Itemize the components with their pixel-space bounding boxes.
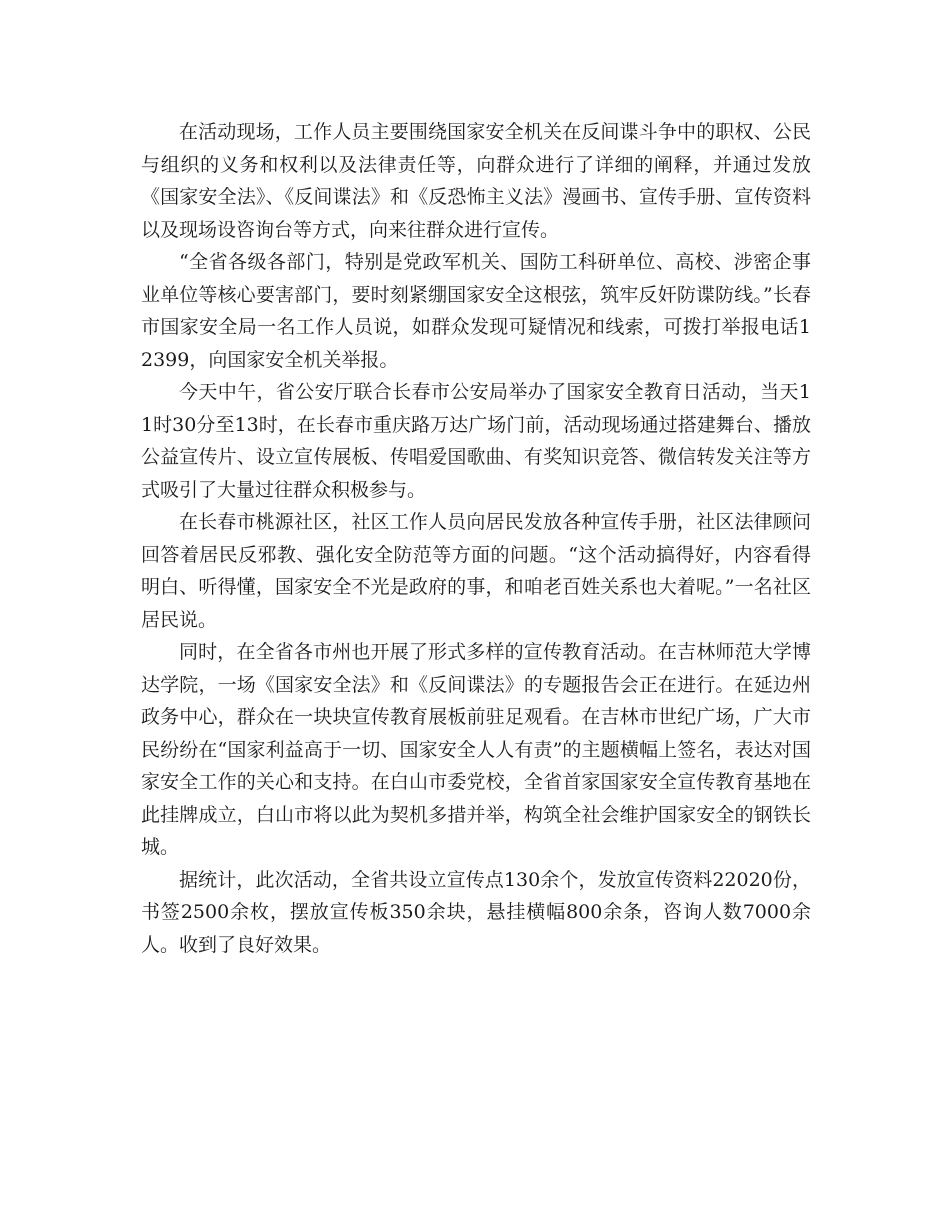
document-body bbox=[141, 116, 811, 961]
paragraph-site-activity: 在活动现场，工作人员主要围绕国家安全机关在反间谍斗争中的职权、公民与组织的义务和权利以及法律责任等，向群众进行了详细的阐释，并通过发放《国家安全法》、《反间谍法》和《反恐怖主义法》漫画书、宣传手册、宣传资料以及现场设咨询台等方式，向来往群众进行宣传。 bbox=[141, 121, 811, 241]
paragraph-statistics: 据统计，此次活动，全省共设立宣传点130余个，发放宣传资料22020份，书签2500余枚，摆放宣传板350余块，悬挂横幅800余条，咨询人数7000余人。收到了良好效果。 bbox=[141, 868, 811, 956]
paragraph-noon-event: 今天中午，省公安厅联合长春市公安局举办了国家安全教育日活动，当天11时30分至13时，在长春市重庆路万达广场门前，活动现场通过搭建舞台、播放公益宣传片、设立宣传展板、传唱爱国歌曲、有奖知识竞答、微信转发关注等方式吸引了大量过往群众积极参与。 bbox=[141, 381, 811, 501]
paragraph-official-quote: “全省各级各部门，特别是党政军机关、国防工科研单位、高校、涉密企事业单位等核心要害部门，要时刻紧绷国家安全这根弦，筑牢反奸防谍防线。”长春市国家安全局一名工作人员说，如群众发现可疑情况和线索，可拨打举报电话12399，向国家安全机关举报。 bbox=[141, 251, 811, 371]
paragraph-province-wide: 同时，在全省各市州也开展了形式多样的宣传教育活动。在吉林师范大学博达学院，一场《国家安全法》和《反间谍法》的专题报告会正在进行。在延边州政务中心，群众在一块块宣传教育展板前驻足观看。在吉林市世纪广场，广大市民纷纷在“国家利益高于一切、国家安全人人有责”的主题横幅上签名，表达对国家安全工作的关心和支持。在白山市委党校，全省首家国家安全宣传教育基地在此挂牌成立，白山市将以此为契机多措并举，构筑全社会维护国家安全的钢铁长城。 bbox=[141, 641, 811, 858]
paragraph-community: 在长春市桃源社区，社区工作人员向居民发放各种宣传手册，社区法律顾问回答着居民反邪教、强化安全防范等方面的问题。“这个活动搞得好，内容看得明白、听得懂，国家安全不光是政府的事，和咱老百姓关系也大着呢。”一名社区居民说。 bbox=[141, 511, 811, 631]
